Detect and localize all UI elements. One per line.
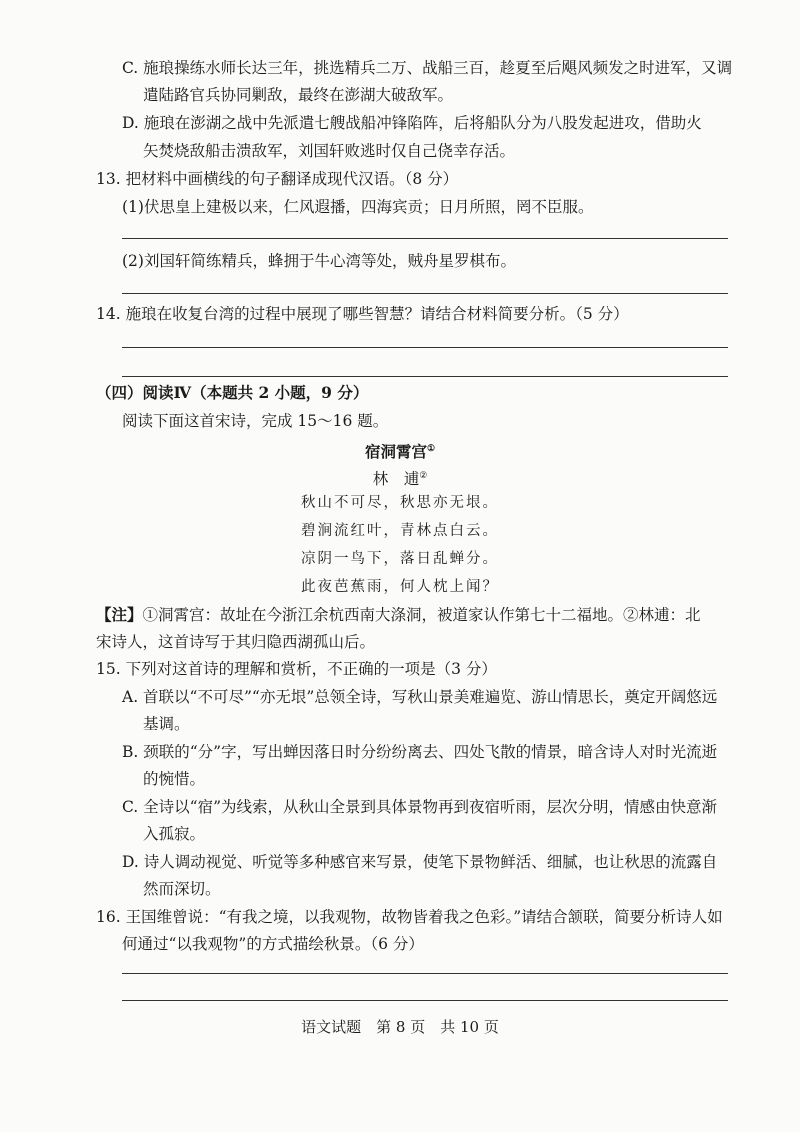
- q12-option-d-line1: D. 施琅在澎湖之战中先派遣七艘战船冲锋陷阵，后将船队分为八股发起进攻，借助火: [122, 114, 702, 132]
- q15-prompt: 15. 下列对这首诗的理解和赏析，不正确的一项是（3 分）: [96, 660, 497, 678]
- q12-option-c-line1: C. 施琅操练水师长达三年，挑选精兵二万、战船三百，趁夏至后飓风频发之时进军，又调: [122, 59, 733, 77]
- poem-line-3: 凉阴一鸟下，落日乱蝉分。: [301, 551, 499, 567]
- q16-answer-line-1[interactable]: [122, 973, 728, 974]
- q13-answer-line-2[interactable]: [122, 293, 728, 294]
- poem-note-line1: [96, 604, 701, 626]
- poem-line-1: 秋山不可尽，秋思亦无垠。: [301, 495, 499, 511]
- q15-option-c-line1: C. 全诗以“宿”为线索，从秋山全景到具体景物再到夜宿听雨，层次分明，情感由快意渐: [122, 798, 718, 816]
- q14-answer-line-1[interactable]: [122, 347, 728, 348]
- q15-option-b-line1: B. 颈联的“分”字，写出蝉因落日时分纷纷离去、四处飞散的情景，暗含诗人对时光流逝: [122, 743, 718, 761]
- q16-answer-line-2[interactable]: [122, 1000, 728, 1001]
- poem-title-note-mark: ①: [426, 444, 436, 454]
- q15-option-b-line2: 的惋惜。: [143, 770, 206, 788]
- q16-prompt-line1: 16. 王国维曾说：“有我之境，以我观物，故物皆着我之色彩。”请结合颔联，简要分析诗人如: [96, 908, 723, 926]
- q13-prompt: 13. 把材料中画横线的句子翻译成现代汉语。（8 分）: [96, 170, 459, 188]
- poem-title-text: 宿洞霄宫: [364, 442, 427, 462]
- q13-item2: (2)刘国轩简练精兵，蜂拥于牛心湾等处，贼舟星罗棋布。: [122, 252, 516, 270]
- section4-heading: （四）阅读Ⅳ（本题共 2 小题，9 分）: [96, 383, 369, 402]
- q15-option-a-line1: A. 首联以“不可尽”“亦无垠”总领全诗，写秋山景美难遍览、游山情思长，奠定开阔悠远: [122, 688, 718, 706]
- page-footer: 语文试题 第 8 页 共 10 页: [301, 1018, 499, 1036]
- q14-answer-line-2[interactable]: [122, 376, 728, 377]
- q13-answer-line-1[interactable]: [122, 238, 728, 239]
- poem-note-label: 【注】: [96, 605, 143, 624]
- q15-option-c-line2: 入孤寂。: [143, 825, 206, 843]
- poem-author-note-mark: ②: [419, 471, 428, 481]
- poem-title: [0, 438, 800, 463]
- q15-option-a-line2: 基调。: [143, 715, 190, 733]
- poem-line-2: 碧涧流红叶，青林点白云。: [301, 523, 499, 539]
- q15-option-d-line1: D. 诗人调动视觉、听觉等多种感官来写景，使笔下景物鲜活、细腻，也让秋思的流露自: [122, 853, 718, 871]
- poem-note-line2: 宋诗人，这首诗写于其归隐西湖孤山后。: [96, 633, 376, 651]
- q12-option-d-line2: 矢焚烧敌船击溃敌军，刘国轩败逃时仅自己侥幸存活。: [143, 142, 516, 160]
- q14-prompt: 14. 施琅在收复台湾的过程中展现了哪些智慧？请结合材料简要分析。（5 分）: [96, 305, 629, 323]
- q16-prompt-line2: 何通过“以我观物”的方式描绘秋景。（6 分）: [122, 935, 424, 953]
- poem-author-text: 林 逋: [372, 470, 420, 489]
- poem-note-text1: ①洞霄宫：故址在今浙江余杭西南大涤洞，被道家认作第七十二福地。②林逋：北: [142, 606, 701, 624]
- section4-intro: 阅读下面这首宋诗，完成 15～16 题。: [122, 412, 389, 430]
- q12-option-c-line2: 遣陆路官兵协同剿敌，最终在澎湖大破敌军。: [143, 86, 454, 104]
- poem-line-4: 此夜芭蕉雨，何人枕上闻？: [301, 579, 499, 595]
- poem-author: [0, 465, 800, 490]
- q13-item1: (1)伏思皇上建极以来，仁风遐播，四海宾贡；日月所照，罔不臣服。: [122, 198, 594, 216]
- q15-option-d-line2: 然而深切。: [143, 880, 221, 898]
